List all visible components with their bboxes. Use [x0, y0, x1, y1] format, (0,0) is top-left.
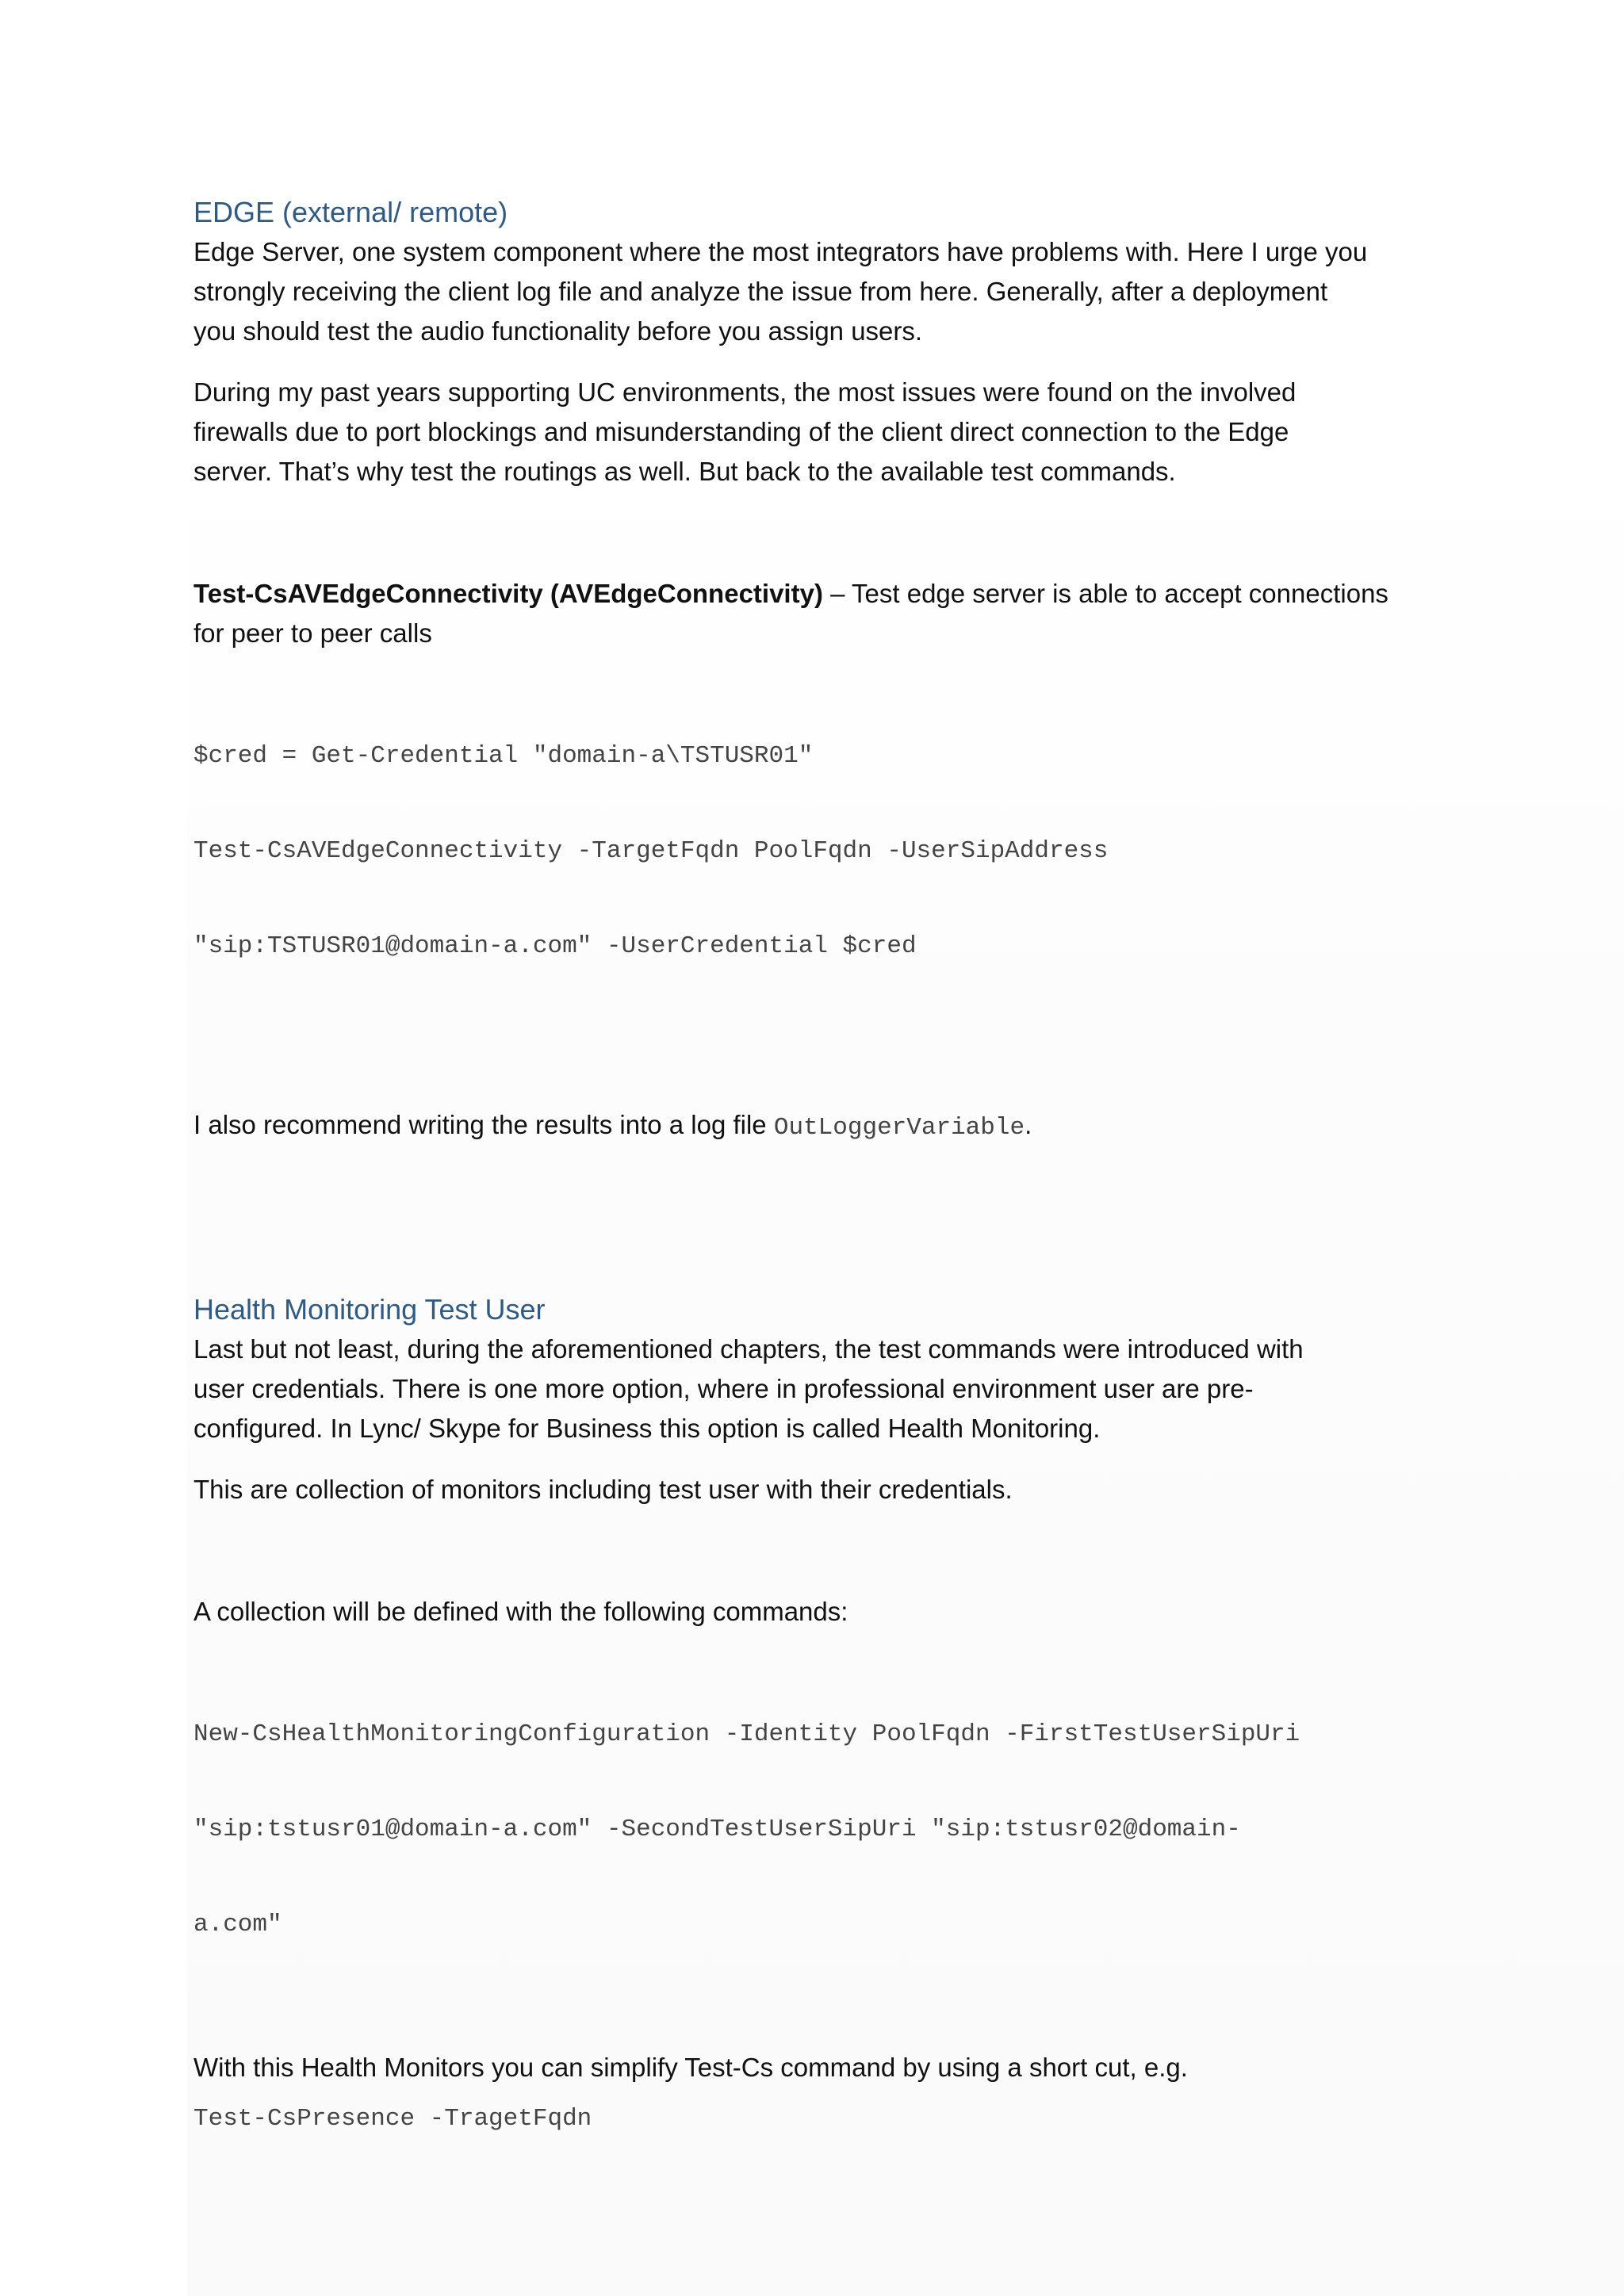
recommend-end: .	[1025, 1110, 1032, 1139]
text-line: user credentials. There is one more option, where in professional environment user are pre-	[193, 1374, 1254, 1403]
code-block-health-config	[193, 1655, 1446, 2004]
text-line: server. That’s why test the routings as well. But back to the available test commands.	[193, 457, 1176, 486]
av-edge-command-description	[193, 574, 1446, 653]
text-line: firewalls due to port blockings and misunderstanding of the client direct connection to the Edge	[193, 417, 1289, 446]
code-line: $cred = Get-Credential "domain-a\TSTUSR01"	[193, 742, 814, 770]
code-line: Test-CsAVEdgeConnectivity -TargetFqdn PoolFqdn -UserSipAddress	[193, 837, 1109, 865]
code-line: "sip:TSTUSR01@domain-a.com" -UserCredential $cred	[193, 932, 917, 960]
code-block-test-presence: Test-CsPresence -TragetFqdn	[193, 2105, 592, 2133]
health-paragraph-2: This are collection of monitors including test user with their credentials.	[193, 1475, 1013, 1504]
health-paragraph-1	[193, 1330, 1446, 1448]
health-paragraph-3: A collection will be defined with the following commands:	[193, 1597, 848, 1626]
recommend-paragraph	[193, 1105, 1446, 1148]
code-line: a.com"	[193, 1911, 282, 1938]
code-block-av-edge	[193, 677, 1446, 1026]
command-description: – Test edge server is able to accept connections	[822, 579, 1388, 608]
text-line: you should test the audio functionality before you assign users.	[193, 316, 923, 346]
inline-code-variable: OutLoggerVariable	[773, 1114, 1025, 1142]
command-name: Test-CsAVEdgeConnectivity (AVEdgeConnectivity)	[193, 579, 823, 608]
health-paragraph-4: With this Health Monitors you can simplify Test-Cs command by using a short cut, e.g.	[193, 2053, 1188, 2082]
command-description-line2: for peer to peer calls	[193, 618, 432, 648]
code-line: New-CsHealthMonitoringConfiguration -Identity PoolFqdn -FirstTestUserSipUri	[193, 1720, 1300, 1748]
heading-health-monitoring: Health Monitoring Test User	[193, 1293, 546, 1326]
text-line: Last but not least, during the aforementioned chapters, the test commands were introduced with	[193, 1334, 1304, 1364]
text-line: During my past years supporting UC environments, the most issues were found on the involved	[193, 377, 1297, 407]
recommend-text: I also recommend writing the results into a log file	[193, 1110, 774, 1139]
code-line: "sip:tstusr01@domain-a.com" -SecondTestUserSipUri "sip:tstusr02@domain-	[193, 1816, 1241, 1843]
text-line: strongly receiving the client log file and analyze the issue from here. Generally, after a deployment	[193, 277, 1328, 306]
edge-paragraph-2	[193, 373, 1446, 492]
edge-paragraph-1	[193, 232, 1446, 351]
text-line: configured. In Lync/ Skype for Business this option is called Health Monitoring.	[193, 1414, 1101, 1443]
text-line: Edge Server, one system component where the most integrators have problems with. Here I urge you	[193, 237, 1368, 266]
document-body	[193, 193, 1446, 2135]
heading-edge: EDGE (external/ remote)	[193, 196, 508, 228]
